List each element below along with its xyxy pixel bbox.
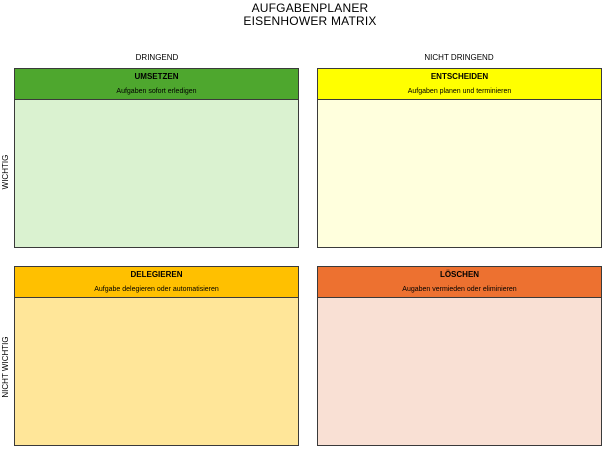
quadrant-header <box>318 267 601 298</box>
quadrant-title: UMSETZEN <box>134 72 179 81</box>
column-header-dringend: DRINGEND <box>135 53 179 62</box>
quadrant-task-area[interactable] <box>15 298 298 445</box>
quadrant-task-area[interactable] <box>15 100 298 247</box>
quadrant-description: Aufgaben sofort erledigen <box>116 88 197 95</box>
quadrant-title: DELEGIEREN <box>130 270 183 279</box>
quadrant-task-area[interactable] <box>318 298 601 445</box>
column-header-nicht-dringend: NICHT DRINGEND <box>424 53 494 62</box>
quadrant-header <box>318 69 601 100</box>
quadrant-title: ENTSCHEIDEN <box>430 72 489 81</box>
row-header-wichtig: WICHTIG <box>1 154 10 190</box>
quadrant-entscheiden <box>317 68 602 248</box>
quadrant-task-area[interactable] <box>318 100 601 247</box>
quadrant-loeschen <box>317 266 602 446</box>
quadrant-description: Aufgabe delegieren oder automatisieren <box>94 286 219 293</box>
page-title-line-1: AUFGABENPLANER <box>251 1 369 15</box>
quadrant-header <box>15 69 298 100</box>
quadrant-title: LÖSCHEN <box>439 270 480 279</box>
quadrant-header <box>15 267 298 298</box>
quadrant-description: Aufgaben planen und terminieren <box>407 88 512 95</box>
quadrant-umsetzen <box>14 68 299 248</box>
page-title-line-2: EISENHOWER MATRIX <box>243 14 377 28</box>
row-header-nicht-wichtig: NICHT WICHTIG <box>1 336 10 398</box>
quadrant-description: Augaben vermieden oder eliminieren <box>402 286 517 293</box>
quadrant-delegieren <box>14 266 299 446</box>
